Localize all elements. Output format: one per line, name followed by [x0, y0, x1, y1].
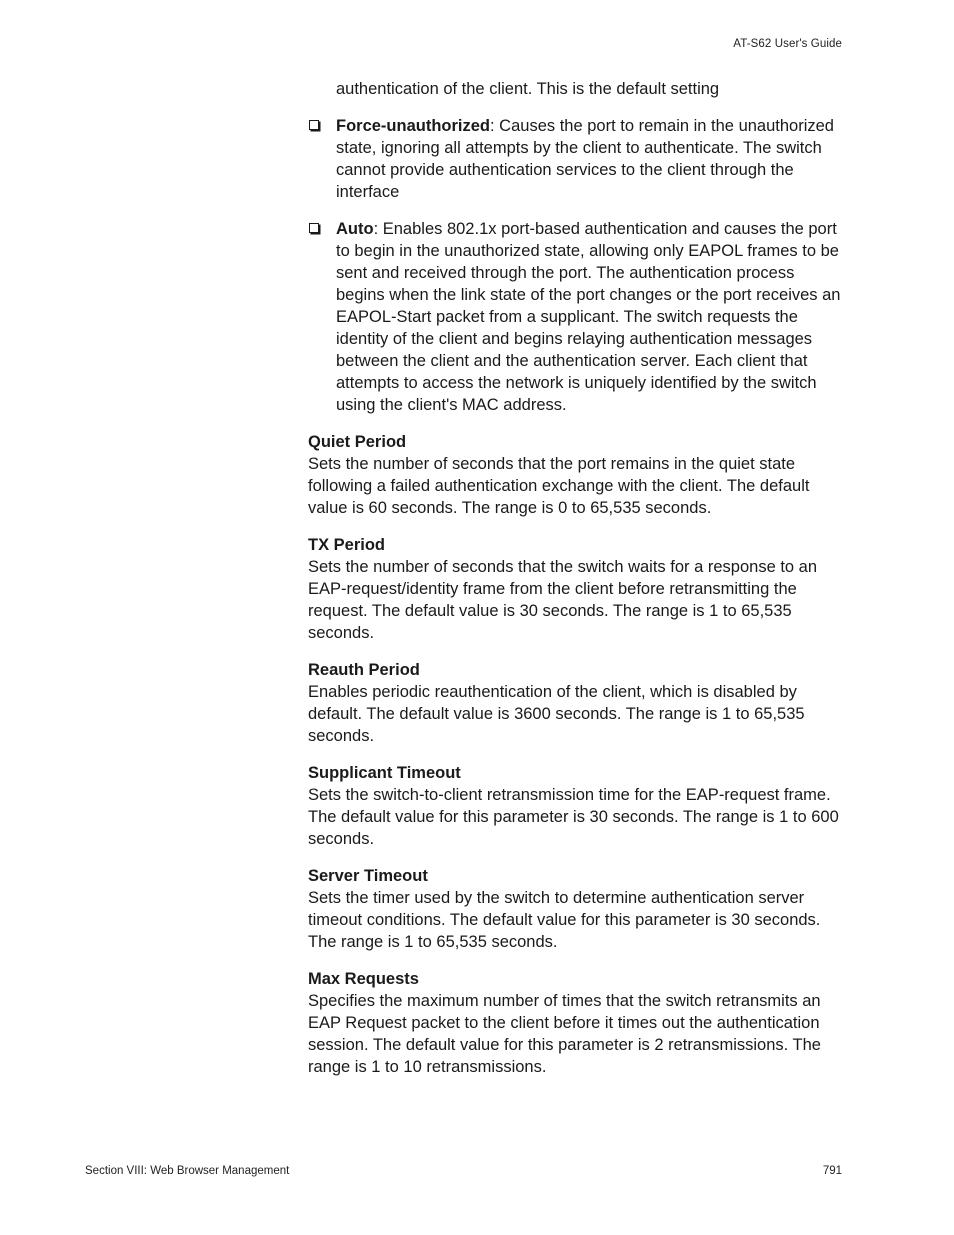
section-max-requests [308, 968, 842, 1078]
intro-continuation: authentication of the client. This is the default setting [336, 80, 720, 98]
section-title: Reauth Period [308, 661, 420, 679]
section-title: Supplicant Timeout [308, 764, 461, 782]
footer-section-label: Section VIII: Web Browser Management [85, 1165, 290, 1177]
bullet-text: : Enables 802.1x port-based authentication and causes the port to begin in the unauthorized state, allowing only EAPOL frames to be sent and received through the port. The authentication process begins when the link state of the port changes or the port receives an EAPOL-Start packet from a supplicant. The switch requests the identity of the client and begins relaying authentication messages between the client and the authentication server. Each client that attempts to access the network is uniquely identified by the switch using the client's MAC address. [336, 220, 841, 414]
section-supplicant-timeout [308, 762, 842, 850]
bullet-auto [308, 218, 842, 416]
section-body: Enables periodic reauthentication of the client, which is disabled by default. The default value is 3600 seconds. The range is 1 to 65,535 seconds. [308, 683, 805, 745]
section-body: Sets the timer used by the switch to determine authentication server timeout conditions. The default value for this parameter is 30 seconds. The range is 1 to 65,535 seconds. [308, 889, 821, 951]
checkbox-bullet-icon [309, 223, 319, 233]
section-server-timeout [308, 865, 842, 953]
section-title: Quiet Period [308, 433, 407, 451]
running-header: AT-S62 User's Guide [733, 38, 842, 50]
section-title: Max Requests [308, 970, 419, 988]
checkbox-bullet-icon [309, 120, 319, 130]
section-body: Sets the number of seconds that the switch waits for a response to an EAP-request/identity frame from the client before retransmitting the request. The default value is 30 seconds. The range is 1 to 65,535 seconds. [308, 558, 818, 642]
bullet-force-unauthorized [308, 115, 842, 203]
section-title: TX Period [308, 536, 386, 554]
section-body: Specifies the maximum number of times that the switch retransmits an EAP Request packet to the client before it times out the authentication session. The default value for this parameter is 2 retransmissions. The range is 1 to 10 retransmissions. [308, 992, 821, 1076]
section-quiet-period [308, 431, 842, 519]
section-body: Sets the number of seconds that the port remains in the quiet state following a failed authentication exchange with the client. The default value is 60 seconds. The range is 0 to 65,535 seconds. [308, 455, 810, 517]
bullet-term: Auto [336, 220, 374, 238]
page-content [308, 78, 842, 1093]
bullet-text: : Causes the port to remain in the unauthorized state, ignoring all attempts by the client to authenticate. The switch cannot provide authentication services to the client through the interface [336, 117, 834, 201]
section-body: Sets the switch-to-client retransmission time for the EAP-request frame. The default value for this parameter is 30 seconds. The range is 1 to 600 seconds. [308, 786, 839, 848]
section-tx-period [308, 534, 842, 644]
footer-page-number: 791 [822, 1165, 842, 1177]
bullet-term: Force-unauthorized [336, 117, 491, 135]
section-title: Server Timeout [308, 867, 428, 885]
section-reauth-period [308, 659, 842, 747]
